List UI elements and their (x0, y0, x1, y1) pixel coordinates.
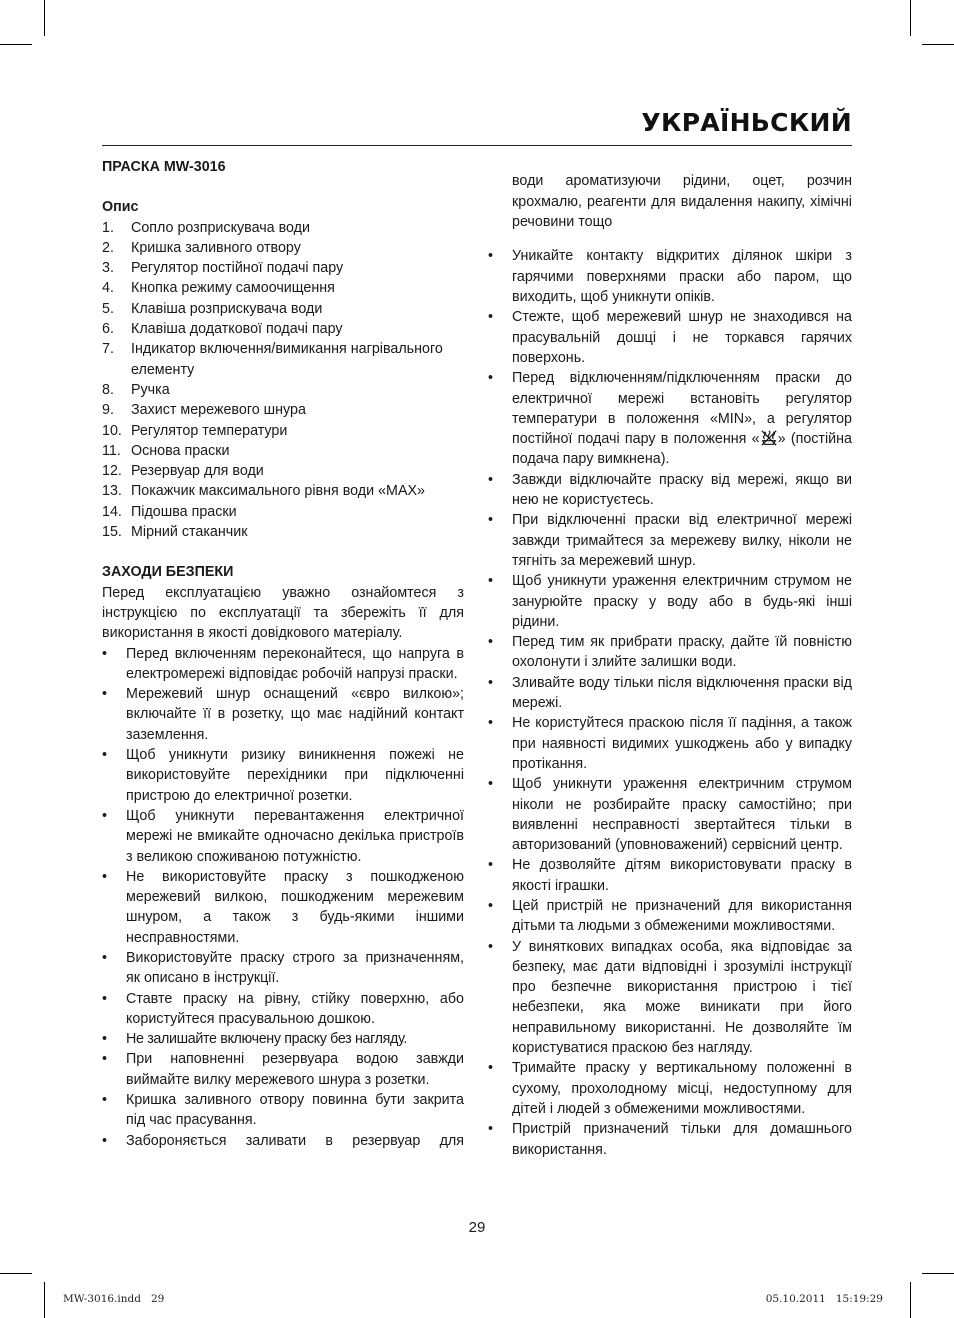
item-text: Підошва праски (131, 503, 237, 520)
bullet-dot: • (488, 1121, 494, 1138)
bullet-text: Уникайте контакту відкритих ділянок шкіри з гарячими поверхнями праски або паром, що виходить, щоб уникнути опіків. (512, 248, 852, 306)
bullet-text: При наповненні резервуара водою завжди виймайте вилку мережевого шнура з розетки. (126, 1051, 464, 1088)
bullet-text: Завжди відключайте праску від мережі, якщо ви нею не користуєтесь. (512, 471, 852, 509)
item-text: Сопло розприскувача води (131, 219, 310, 236)
crop-mark (44, 0, 45, 36)
bullet-text-with-icon (512, 368, 852, 469)
list-item (102, 421, 464, 441)
item-text: Індикатор включення/вимикання нагрівального елементу (131, 341, 443, 378)
bullet-item (102, 1029, 464, 1049)
item-text: Покажчик максимального рівня води «MAX» (131, 483, 425, 500)
bullet-item (488, 673, 852, 714)
bullet-dot: • (488, 248, 494, 265)
safety-intro: Перед експлуатацією уважно ознайомтеся з інструкцією по експлуатації та збережіть її для використання в якості довідкового матеріалу. (102, 584, 464, 642)
list-item (102, 502, 464, 522)
bullet-text: Не користуйтеся праскою після її падіння, а також при наявності видимих ушкоджень або у випадку протікання. (512, 715, 852, 772)
item-text: Регулятор температури (131, 422, 288, 439)
item-text: Регулятор постійної подачі пару (131, 260, 344, 277)
bullet-dot: • (102, 686, 108, 703)
bullet-dot: • (102, 747, 108, 764)
item-text: Ручка (131, 381, 170, 398)
item-text: Кришка заливного отвору (131, 239, 301, 256)
bullet-dot: • (488, 674, 494, 691)
list-item (102, 481, 464, 501)
bullet-dot: • (488, 776, 494, 793)
bullet-item (488, 246, 852, 307)
bullet-item (488, 855, 852, 896)
bullet-item (102, 867, 464, 948)
bullet-text: Мережевий шнур оснащений «євро вилкою»; включайте її в розетку, що має надійний контакт заземлення. (126, 686, 464, 743)
bullet-text: У виняткових випадках особа, яка відповідає за безпеку, має дати відповідні і зрозумілі інструкції про безпечне використання пристрою і тієї небезпеки, яка може виникати при його неправильному використанні. Не дозволяйте їм користуватися праскою без нагляду. (512, 938, 852, 1057)
bullet-text: Ставте праску на рівну, стійку поверхню, або користуйтеся прасувальною дошкою. (126, 990, 464, 1027)
header-rule (102, 145, 852, 146)
bullet-dot: • (488, 573, 494, 590)
right-column (488, 157, 852, 1160)
bullet-item (488, 368, 852, 469)
bullet-dot: • (102, 645, 108, 662)
page-number: 29 (468, 1219, 486, 1236)
bullet-text: Використовуйте праску строго за призначенням, як описано в інструкції. (126, 949, 464, 987)
item-text: Кнопка режиму самоочищення (131, 280, 335, 297)
bullet-text: Стежте, щоб мережевий шнур не знаходився на прасувальній дошці і не торкався гарячих поверхонь. (512, 309, 852, 366)
text-before-icon: Перед відключенням/підключенням праски до електричної мережі встановіть регулятор температури в положення «MIN», а регулятор постійної подачі пару в положення « (512, 370, 852, 448)
bullet-text: При відключенні праски від електричної мережі завжди тримайтеся за мережеву вилку, ніколи не тягніть за мережевий шнур. (512, 512, 852, 569)
item-text: Основа праски (131, 442, 230, 459)
item-text: Захист мережевого шнура (131, 402, 306, 419)
bullet-dot: • (488, 857, 494, 874)
bullet-text: Щоб уникнути перевантаження електричної мережі не вмикайте одночасно декілька пристроїв з великою споживаною потужністю. (126, 807, 464, 865)
bullet-text: Цей пристрій не призначений для використання дітьми та людьми з обмеженими можливостями. (512, 897, 852, 935)
bullet-item (102, 948, 464, 989)
bullet-item (102, 745, 464, 806)
bullet-text: Забороняється заливати в резервуар для (126, 1132, 464, 1149)
bullet-item (488, 713, 852, 774)
footer-file-info: MW-3016.indd 29 (63, 1293, 165, 1305)
bullet-item (488, 632, 852, 673)
list-item (102, 522, 464, 542)
item-number: 7. (102, 341, 114, 358)
bullet-item (102, 989, 464, 1030)
bullet-text: Тримайте праску у вертикальному положенні в сухому, прохолодному місці, недоступному для дітей і людей з обмеженими можливостями. (512, 1060, 852, 1117)
item-text: Клавіша розприскувача води (131, 300, 323, 317)
list-item (102, 278, 464, 298)
product-title: ПРАСКА MW-3016 (102, 159, 226, 175)
footer-timestamp: 05.10.2011 15:19:29 (765, 1293, 883, 1305)
bullet-dot: • (102, 1132, 108, 1149)
bullet-text: Не дозволяйте дітям використовувати праску в якості іграшки. (512, 857, 852, 894)
bullet-dot: • (102, 949, 108, 966)
description-heading: Опис (102, 199, 139, 216)
item-number: 10. (102, 422, 122, 439)
item-number: 12. (102, 463, 122, 480)
bullet-item (488, 571, 852, 632)
bullet-dot: • (488, 1060, 494, 1077)
item-number: 8. (102, 381, 114, 398)
bullet-item (102, 1049, 464, 1090)
crop-mark (910, 0, 911, 36)
safety-list-continued (488, 246, 852, 1159)
list-item (102, 238, 464, 258)
item-number: 6. (102, 321, 114, 338)
bullet-text: Перед включенням переконайтеся, що напруга в електромережі відповідає робочій напрузі праски. (126, 645, 464, 682)
bullet-dot: • (102, 1051, 108, 1068)
list-item (102, 339, 464, 380)
bullet-text: Щоб уникнути ураження електричним струмом не занурюйте праску у воду або в будь-які інші рідини. (512, 573, 852, 630)
bullet-dot: • (102, 990, 108, 1007)
crop-mark (922, 44, 954, 45)
item-text: Резервуар для води (131, 463, 264, 480)
bullet-item (102, 1131, 464, 1151)
bullet-item (488, 1058, 852, 1119)
bullet-text: Не залишайте включену праску без нагляду. (126, 1031, 408, 1048)
list-item (102, 299, 464, 319)
crop-mark (910, 1282, 911, 1318)
safety-list (102, 644, 464, 1151)
bullet-dot: • (102, 1031, 108, 1048)
bullet-item (488, 1119, 852, 1160)
bullet-dot: • (488, 309, 494, 326)
bullet-text: Пристрій призначений тільки для домашнього використання. (512, 1121, 852, 1158)
item-number: 11. (102, 442, 121, 459)
item-text: Мірний стаканчик (131, 524, 248, 541)
bullet-text: Не використовуйте праску з пошкодженою мережевий вилкою, пошкодженим мережевим шнуром, а також з будь-якими іншими несправностями. (126, 868, 464, 946)
crop-mark (0, 1273, 32, 1274)
bullet-item (102, 684, 464, 745)
bullet-item (488, 510, 852, 571)
item-number: 3. (102, 260, 114, 277)
bullet-dot: • (102, 807, 108, 824)
bullet-item (488, 896, 852, 937)
list-item (102, 441, 464, 461)
list-item (102, 461, 464, 481)
bullet-dot: • (488, 471, 494, 488)
list-item (102, 218, 464, 238)
item-number: 5. (102, 300, 114, 317)
bullet-dot: • (488, 634, 494, 651)
bullet-text: Щоб уникнути ураження електричним струмом ніколи не розбирайте праску самостійно; при виявленні несправності звертайтеся тільки в авторизований (уповноважений) сервісний центр. (512, 776, 852, 854)
bullet-dot: • (488, 370, 494, 387)
item-number: 1. (102, 219, 114, 236)
item-number: 4. (102, 280, 114, 297)
description-list (102, 218, 464, 543)
steam-off-icon (760, 429, 778, 447)
safety-heading: ЗАХОДИ БЕЗПЕКИ (102, 564, 234, 581)
list-item (102, 319, 464, 339)
bullet-text: Перед тим як прибрати праску, дайте їй повністю охолонути і злийте залишки води. (512, 634, 852, 671)
item-number: 14. (102, 503, 122, 520)
bullet-item (102, 1090, 464, 1131)
bullet-dot: • (488, 715, 494, 732)
item-text: Клавіша додаткової подачі пару (131, 321, 343, 338)
bullet-item (488, 307, 852, 368)
bullet-text: Зливайте воду тільки після відключення праски від мережі. (512, 674, 852, 712)
bullet-dot: • (102, 868, 108, 885)
bullet-dot: • (488, 938, 494, 955)
item-number: 2. (102, 239, 114, 256)
bullet-item (488, 470, 852, 511)
bullet-item (488, 774, 852, 855)
crop-mark (44, 1282, 45, 1318)
list-item (102, 400, 464, 420)
bullet-item (102, 806, 464, 867)
item-number: 9. (102, 402, 114, 419)
bullet-text: Кришка заливного отвору повинна бути закрита під час прасування. (126, 1092, 464, 1129)
bullet-item (488, 937, 852, 1059)
text-after-icon: » (постійна подача пару вимкнена). (512, 431, 852, 468)
list-item (102, 258, 464, 278)
crop-mark (922, 1273, 954, 1274)
bullet-item (102, 644, 464, 685)
language-title: УКРАЇНЬСКИЙ (641, 108, 852, 137)
item-number: 13. (102, 483, 122, 500)
continued-text: води ароматизуючи рідини, оцет, розчин крохмалю, реагенти для видалення накипу, хімічні речовини тощо (512, 173, 852, 230)
bullet-dot: • (102, 1092, 108, 1109)
list-item (102, 380, 464, 400)
bullet-dot: • (488, 897, 494, 914)
bullet-dot: • (488, 512, 494, 529)
bullet-text: Щоб уникнути ризику виникнення пожежі не використовуйте перехідники при підключенні пристрою до електричної розетки. (126, 747, 464, 804)
left-column (102, 157, 464, 1151)
crop-mark (0, 44, 32, 45)
item-number: 15. (102, 524, 122, 541)
